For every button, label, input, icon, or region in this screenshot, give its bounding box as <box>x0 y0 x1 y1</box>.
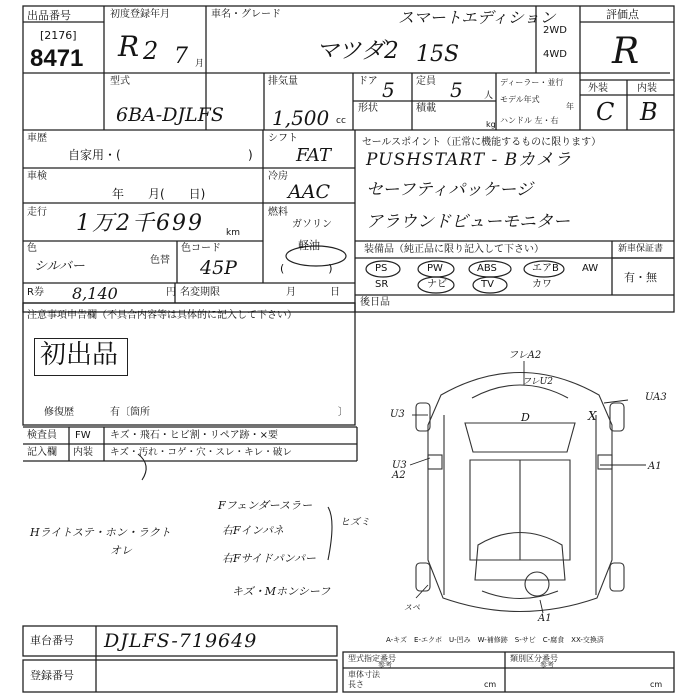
notes-label: 注意事項申告欄（不具合内容等は具体的に記入して下さい） <box>27 310 297 321</box>
equip-tv: TV <box>481 279 494 290</box>
shaken-value: 年 月( 日) <box>112 187 206 201</box>
exterior-label: 外装 <box>588 83 608 94</box>
fuel-paren: ( ) <box>280 262 333 275</box>
score-value: R <box>612 31 640 72</box>
color-code-label: 色コード <box>181 243 221 254</box>
inspector-note-right-3: 右Fサイドパンパー <box>222 552 316 565</box>
fw-items: キズ・飛石・ヒビ割・リペア跡・×要 <box>110 430 278 441</box>
registration-label: 登録番号 <box>30 669 74 682</box>
name-change-label: 名変期限 <box>180 287 220 298</box>
model-value: 6BA-DJLFS <box>116 104 224 126</box>
inspector-note-right-1: Fフェンダースラー <box>218 499 313 512</box>
diagram-legend: A-キズ E-エクボ U-凹み W-補修跡 S-サビ C-腐食 XX-交換済 <box>386 636 604 644</box>
sales-line-1: PUSHSTART - Bカメラ <box>366 150 573 170</box>
first-listing-text: 初出品 <box>40 340 119 370</box>
grade-text: スマートエディション <box>398 8 556 27</box>
cm-unit-2: cm <box>650 680 663 689</box>
type-cert-ref: 参考 <box>378 661 392 669</box>
mark-a1-side: A1 <box>648 461 662 472</box>
repair-label: 修復歴 <box>44 407 74 418</box>
inspector-note-right-2: 右Fインパネ <box>222 524 284 537</box>
ac-value: AAC <box>288 181 330 203</box>
inspector-note-right-4: キズ・Mホンシーフ <box>232 585 331 598</box>
sales-label: セールスポイント（正常に機能するものに限ります） <box>362 137 602 148</box>
warranty-options: 有・無 <box>624 271 657 284</box>
equipment-label: 装備品（純正品に限り記入して下さい） <box>364 244 544 255</box>
mark-u3-a2: U3 A2 <box>392 460 407 481</box>
capacity-label: 定員 <box>416 76 436 87</box>
mark-front-u2: フレU2 <box>522 377 553 387</box>
naiso-label: 内装 <box>73 447 93 458</box>
inspector-label-2: 記入欄 <box>27 447 57 458</box>
equip-sr: SR <box>375 279 389 290</box>
history-label: 車歴 <box>27 133 47 144</box>
model-label: 型式 <box>110 76 130 87</box>
mark-a1-rear: A1 <box>538 613 552 624</box>
yen-unit: 円 <box>166 287 176 298</box>
color-code-value: 45P <box>200 257 237 279</box>
shape-label: 形状 <box>358 103 378 114</box>
dealer-label: ディーラー・並行 <box>500 78 564 87</box>
mark-d: D <box>521 411 530 424</box>
recycle-label: R券 <box>27 287 44 298</box>
first-reg-month: 7 <box>174 44 188 69</box>
mark-ua3: UA3 <box>645 392 667 403</box>
recycle-amount: 8,140 <box>72 284 118 303</box>
body-length-label: 長さ <box>348 680 364 689</box>
repair-close: 〕 <box>338 407 348 418</box>
mark-x: X <box>588 409 597 423</box>
interior-items: キズ・汚れ・コゲ・穴・スレ・キレ・破レ <box>110 447 292 458</box>
engine-grade: 15S <box>416 42 460 67</box>
interior-grade: B <box>640 98 658 126</box>
body-size-label: 車体寸法 <box>348 670 380 679</box>
drive-2wd: 2WD <box>543 25 567 36</box>
name-grade-label: 車名・グレード <box>211 9 281 20</box>
km-unit: km <box>226 228 240 238</box>
score-label: 評価点 <box>606 8 639 21</box>
doors-label: ドア <box>358 76 378 87</box>
interior-label: 内装 <box>637 83 657 94</box>
cc-unit: cc <box>336 116 346 126</box>
name-change-day: 日 <box>330 287 340 298</box>
shift-label: シフト <box>268 133 298 144</box>
class-label: 類別区分番号 <box>510 654 558 663</box>
capacity-value: 5 <box>450 78 463 102</box>
history-value: 自家用・( <box>68 148 121 162</box>
first-reg-label: 初度登録年月 <box>110 9 170 20</box>
equip-airbag: エアB <box>532 263 559 274</box>
mark-u3: U3 <box>390 409 405 420</box>
class-ref: 参考 <box>540 661 554 669</box>
repair-value: 有〔箇所 <box>110 407 150 418</box>
shaken-label: 車検 <box>27 171 47 182</box>
mileage-value: 1万2千699 <box>76 211 204 236</box>
person-unit: 人 <box>484 91 494 101</box>
handle-label: ハンドル 左・右 <box>500 116 559 125</box>
inspector-label-1: 検査員 <box>27 430 57 441</box>
later-items-label: 後日品 <box>360 297 390 308</box>
month-unit: 月 <box>195 59 205 69</box>
equip-navi: ナビ <box>427 279 447 290</box>
history-close: ) <box>248 148 253 162</box>
chassis-label: 車台番号 <box>30 634 74 647</box>
sales-line-3: アラウンドビューモニター <box>366 212 570 232</box>
fuel-diesel: 軽油 <box>298 239 320 252</box>
equip-ps: PS <box>375 263 388 274</box>
fuel-label: 燃料 <box>268 207 288 218</box>
equip-leather: カワ <box>532 279 552 290</box>
ac-label: 冷房 <box>268 171 288 182</box>
year-unit: 年 <box>566 102 574 111</box>
name-change-month: 月 <box>286 287 296 298</box>
color-value: シルバー <box>34 259 85 274</box>
inspector-note-left-2: オレ <box>110 544 132 557</box>
inspector-note-left-1: Hライトステ・ホン・ラクト <box>30 526 171 539</box>
sales-line-2: セーフティパッケージ <box>366 180 533 200</box>
displacement-label: 排気量 <box>268 76 298 87</box>
drive-4wd: 4WD <box>543 49 567 60</box>
mark-front-a2: フレA2 <box>508 350 542 361</box>
type-cert-label: 型式指定番号 <box>348 654 396 663</box>
fuel-gasoline: ガソリン <box>292 219 332 230</box>
repaint-label: 色替 <box>150 255 170 266</box>
car-name: マツダ2 <box>316 38 399 64</box>
model-year-label: モデル年式 <box>500 95 540 104</box>
first-reg-year: 2 <box>143 37 159 65</box>
shift-value: FAT <box>296 145 331 166</box>
load-label: 積載 <box>416 103 436 114</box>
lot-label: 出品番号 <box>27 9 71 22</box>
color-label: 色 <box>27 243 37 254</box>
mileage-label: 走行 <box>27 207 47 218</box>
warranty-label: 新車保証書 <box>618 244 664 254</box>
equip-aw: AW <box>582 263 599 274</box>
chassis-value: DJLFS-719649 <box>104 630 258 652</box>
lot-number: 8471 <box>30 45 84 72</box>
mark-spare: スペ <box>404 603 420 612</box>
kg-unit: kg <box>486 120 496 129</box>
first-reg-era: R <box>118 30 140 63</box>
equip-pw: PW <box>427 263 443 274</box>
lot-bracket: [2176] <box>40 29 77 42</box>
displacement-value: 1,500 <box>272 106 330 130</box>
bracket-note: ヒズミ <box>340 517 370 528</box>
doors-value: 5 <box>382 78 395 102</box>
fw-label: FW <box>75 430 91 441</box>
cm-unit-1: cm <box>484 680 497 689</box>
equip-abs: ABS <box>477 263 497 274</box>
exterior-grade: C <box>596 98 615 126</box>
